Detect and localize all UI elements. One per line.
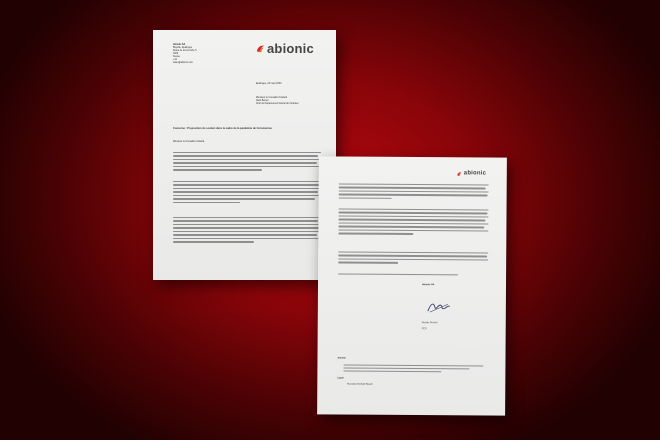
sender-line: Abionic SA [173, 44, 186, 46]
subject-line: Concerne : Proposition de soutien dans le cadre de la pandémie de Coronavirus [173, 127, 272, 130]
copy-label: Copie [337, 377, 344, 380]
body-paragraph-3 [173, 217, 321, 245]
signature-scribble [426, 300, 452, 314]
recipient-block [256, 97, 299, 106]
copy-recipient: Monsieur Michael Brandt [347, 383, 373, 386]
signatory-name: Nicolas Durand [421, 322, 438, 325]
recipient-line: Chef du Département fédéral de l'intérieur [256, 103, 299, 105]
salutation: Monsieur le Conseiller Fédéral, [173, 141, 205, 143]
sender-line: sales@abionic.com [173, 62, 193, 64]
logo-wordmark: abionic [267, 41, 314, 56]
body-paragraph-3 [338, 251, 488, 266]
sender-address [173, 44, 197, 65]
body-paragraph-2 [338, 208, 488, 237]
abionic-logo [256, 41, 314, 56]
signatory-block [422, 322, 438, 331]
sender-line: Suisse [173, 56, 180, 58]
company-signature-name: Abionic SA [421, 284, 435, 287]
sender-line: Biopôle, Epalinges [173, 47, 193, 49]
body-paragraph-1 [173, 152, 321, 173]
letter-page-2 [317, 156, 507, 415]
logo-wordmark: abionic [463, 170, 487, 177]
closing-paragraph [338, 273, 488, 278]
signatory-role: CEO [421, 328, 427, 331]
recipient-line: Monsieur le Conseiller Fédéral [256, 97, 288, 99]
body-paragraph-1 [339, 183, 489, 201]
annex-label: Annexe [337, 357, 346, 360]
sender-line: +41 [173, 59, 177, 61]
body-paragraph-2 [173, 181, 321, 205]
annex-list [343, 365, 483, 376]
letter-page-1 [153, 30, 336, 280]
abionic-logo-icon [256, 44, 265, 53]
date-line: Epalinges, 23 mars 2020 [256, 83, 282, 85]
abionic-logo-icon [457, 171, 462, 176]
sender-line: Route de la Corniche 5 [173, 50, 197, 52]
recipient-line: Alain Berset [256, 100, 269, 102]
sender-line: 1066 [173, 53, 179, 55]
abionic-logo [457, 170, 486, 176]
